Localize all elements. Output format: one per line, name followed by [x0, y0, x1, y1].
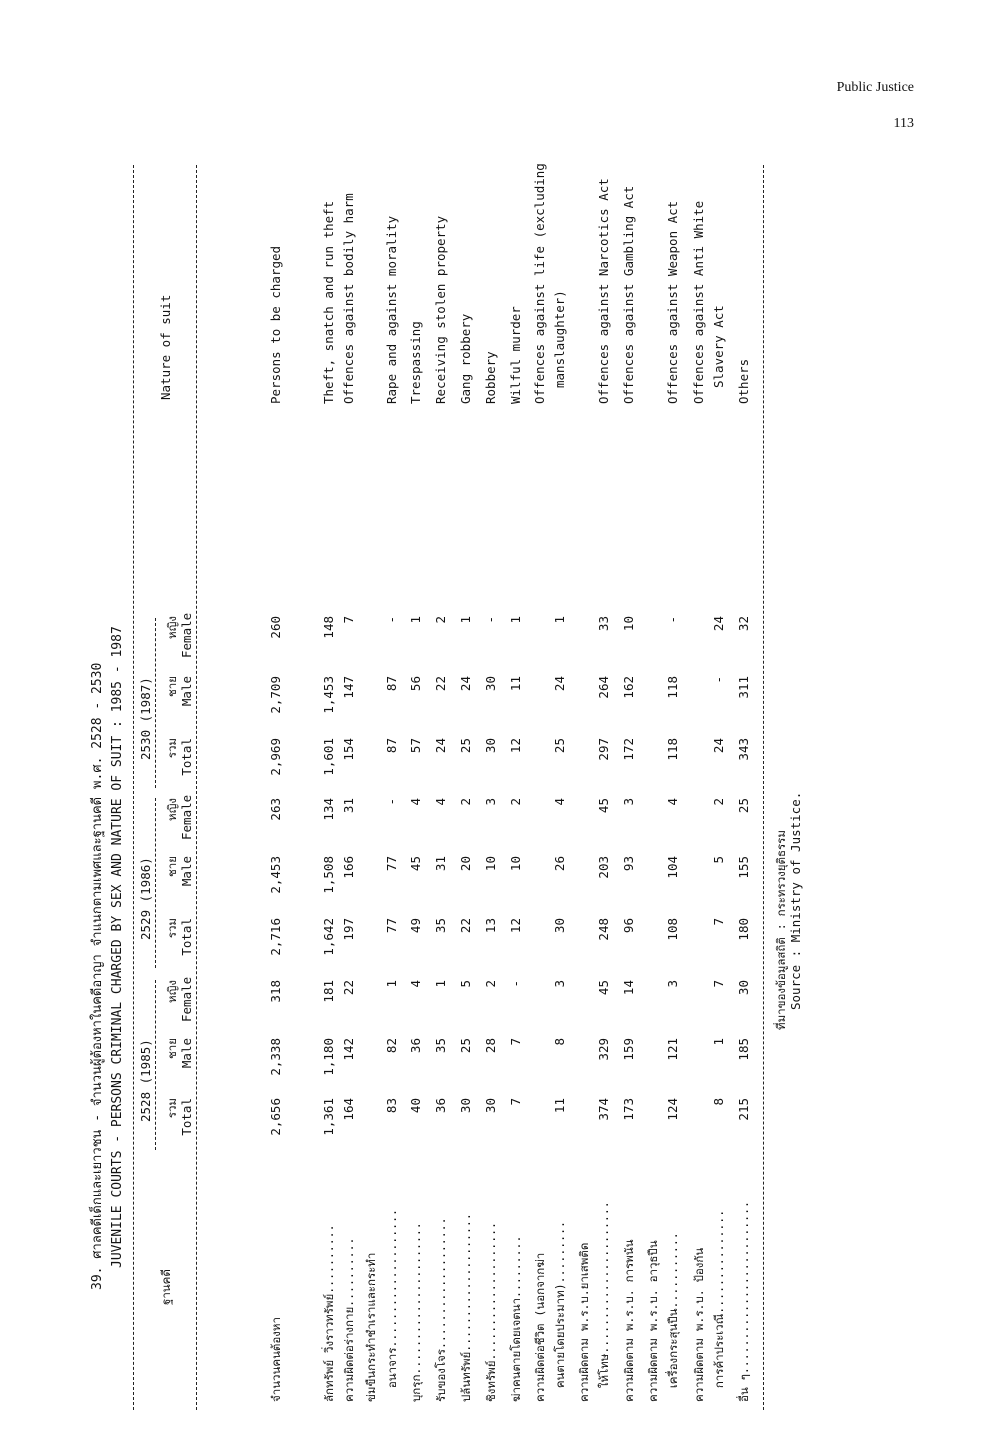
- sub-header-english: Female: [179, 794, 194, 840]
- table-cell: 4: [665, 798, 680, 806]
- row-label-thai: ให้โทษ......................: [597, 1201, 611, 1402]
- table-cell: 311: [736, 676, 751, 699]
- bottom-rule: [763, 165, 764, 1410]
- table-cell: 7: [508, 1098, 523, 1106]
- table-cell: 2,656: [268, 1098, 283, 1136]
- table-cell: 4: [408, 798, 423, 806]
- table-cell: 148: [321, 616, 336, 639]
- table-cell: 1: [711, 1038, 726, 1046]
- table-cell: 10: [508, 856, 523, 872]
- sub-header-english: Male: [179, 676, 194, 707]
- table-cell: 30: [483, 738, 498, 754]
- year-header: 2530 (1987): [138, 677, 153, 760]
- row-label-thai: ความผิดต่อร่างกาย..........: [342, 1237, 356, 1402]
- table-cell: 35: [433, 1038, 448, 1054]
- table-cell: 77: [384, 918, 399, 934]
- sub-header-english: Female: [179, 612, 194, 658]
- row-label-english: Offences against life (excluding: [532, 163, 547, 404]
- table-cell: 104: [665, 856, 680, 879]
- table-cell: 11: [508, 676, 523, 692]
- table-cell: 36: [433, 1098, 448, 1114]
- table-cell: 35: [433, 918, 448, 934]
- right-column-header: Nature of suit: [158, 294, 173, 400]
- table-cell: 1,642: [321, 918, 336, 956]
- row-label-thai: อนาจาร....................: [385, 1209, 399, 1402]
- table-cell: 147: [341, 676, 356, 699]
- table-cell: 25: [458, 1038, 473, 1054]
- table-cell: 155: [736, 856, 751, 879]
- table-cell: 45: [408, 856, 423, 872]
- row-label-english: Rape and against morality: [384, 215, 399, 404]
- table-cell: 1,508: [321, 856, 336, 894]
- table-cell: 2,969: [268, 738, 283, 776]
- year-header: 2528 (1985): [138, 1039, 153, 1122]
- table-cell: 2: [483, 980, 498, 988]
- table-cell: 297: [596, 738, 611, 761]
- table-cell: 2,716: [268, 918, 283, 956]
- rotated-table: [88, 160, 888, 1410]
- row-label-thai: ความผิดตาม พ.ร.บ. อาวุธปืน: [646, 1240, 660, 1402]
- sub-header-english: Total: [179, 1098, 194, 1136]
- table-cell: 264: [596, 676, 611, 699]
- table-cell: 162: [621, 676, 636, 699]
- table-cell: 164: [341, 1098, 356, 1121]
- table-cell: 22: [433, 676, 448, 692]
- table-cell: 82: [384, 1038, 399, 1054]
- row-label-thai: ข่มขืนกระทำชำเราและกระทำ: [364, 1252, 378, 1402]
- sub-header-thai: รวม: [165, 1098, 179, 1119]
- row-label-thai: ความผิดตาม พ.ร.บ. การพนัน: [622, 1239, 636, 1402]
- table-cell: 2: [508, 798, 523, 806]
- table-cell: 248: [596, 918, 611, 941]
- table-cell: 40: [408, 1098, 423, 1114]
- table-cell: 2,338: [268, 1038, 283, 1076]
- row-label-english: Theft, snatch and run theft: [321, 200, 336, 404]
- row-label-english: Offences against Anti White: [691, 200, 706, 404]
- sub-header-thai: ชาย: [165, 676, 179, 698]
- table-cell: 1,601: [321, 738, 336, 776]
- table-cell: 25: [552, 738, 567, 754]
- sub-header-thai: รวม: [165, 738, 179, 759]
- table-cell: 1: [458, 616, 473, 624]
- row-label-english: Receiving stolen property: [433, 215, 448, 404]
- table-cell: 26: [552, 856, 567, 872]
- row-label-thai: เครื่องกระสุนปืน...........: [666, 1232, 680, 1402]
- table-cell: 5: [711, 856, 726, 864]
- table-cell: 24: [458, 676, 473, 692]
- table-cell: 25: [736, 798, 751, 814]
- table-cell: 83: [384, 1098, 399, 1114]
- table-cell: 30: [483, 676, 498, 692]
- table-cell: -: [508, 980, 523, 988]
- row-label-english: Gang robbery: [458, 313, 473, 404]
- table-cell: 93: [621, 856, 636, 872]
- sub-header-english: Male: [179, 1038, 194, 1069]
- table-cell: 185: [736, 1038, 751, 1061]
- sub-header-english: Male: [179, 856, 194, 887]
- table-cell: 263: [268, 798, 283, 821]
- table-cell: 154: [341, 738, 356, 761]
- table-cell: 24: [711, 738, 726, 754]
- sub-header-thai: รวม: [165, 918, 179, 939]
- table-cell: 1: [384, 980, 399, 988]
- table-cell: 1: [408, 616, 423, 624]
- table-cell: 30: [736, 980, 751, 996]
- table-cell: 2: [458, 798, 473, 806]
- table-cell: 4: [408, 980, 423, 988]
- row-label-english: Offences against Narcotics Act: [596, 178, 611, 404]
- table-cell: 24: [552, 676, 567, 692]
- sub-header-thai: ชาย: [165, 1038, 179, 1060]
- table-cell: 7: [341, 616, 356, 624]
- table-cell: 3: [621, 798, 636, 806]
- row-label-english: Others: [736, 358, 751, 404]
- table-cell: 4: [433, 798, 448, 806]
- table-title-english: JUVENILE COURTS - PERSONS CRIMINAL CHARGED BY SEX AND NATURE OF SUIT : 1985 - 1987: [110, 626, 125, 1268]
- table-cell: 180: [736, 918, 751, 941]
- table-cell: 121: [665, 1038, 680, 1061]
- table-cell: 118: [665, 676, 680, 699]
- table-cell: 173: [621, 1098, 636, 1121]
- table-cell: 87: [384, 676, 399, 692]
- table-cell: 1: [508, 616, 523, 624]
- table-cell: 7: [508, 1038, 523, 1046]
- row-label-english: Offences against bodily harm: [341, 193, 356, 404]
- table-cell: 25: [458, 738, 473, 754]
- row-label-english: Offences against Gambling Act: [621, 185, 636, 404]
- year-underline: [155, 618, 156, 788]
- table-cell: 7: [711, 918, 726, 926]
- table-cell: 343: [736, 738, 751, 761]
- table-cell: 36: [408, 1038, 423, 1054]
- table-cell: 7: [711, 980, 726, 988]
- table-cell: 33: [596, 616, 611, 632]
- source-thai: ที่มาของข้อมูลสถิติ : กระทรวงยุติธรรม: [774, 830, 788, 1030]
- row-label-thai: การค้าประเวณี...............: [712, 1209, 726, 1402]
- row-label-english: Trespassing: [408, 321, 423, 404]
- table-cell: 124: [665, 1098, 680, 1121]
- sub-header-english: Total: [179, 738, 194, 776]
- row-label-english: Slavery Act: [711, 305, 726, 388]
- sub-header-thai: หญิง: [165, 798, 179, 821]
- row-label-thai: ความผิดต่อชีวิต (นอกจากฆ่า: [533, 1252, 547, 1402]
- sub-header-thai: หญิง: [165, 616, 179, 639]
- table-cell: 1,453: [321, 676, 336, 714]
- table-cell: 22: [458, 918, 473, 934]
- table-cell: 14: [621, 980, 636, 996]
- table-cell: 2: [711, 798, 726, 806]
- row-label-thai: บุกรุก......................: [409, 1222, 423, 1402]
- table-cell: 166: [341, 856, 356, 879]
- row-label-thai: จำนวนคนต้องหา: [269, 1317, 283, 1402]
- table-cell: 32: [736, 616, 751, 632]
- table-cell: 10: [483, 856, 498, 872]
- table-cell: 215: [736, 1098, 751, 1121]
- stub-header: ฐานคดี: [159, 1269, 173, 1305]
- table-cell: 12: [508, 738, 523, 754]
- table-cell: 57: [408, 738, 423, 754]
- row-label-thai: รับของโจร...................: [434, 1217, 448, 1402]
- table-cell: 1,361: [321, 1098, 336, 1136]
- table-cell: 260: [268, 616, 283, 639]
- table-cell: 77: [384, 856, 399, 872]
- header-rule: [196, 165, 197, 1410]
- table-cell: 159: [621, 1038, 636, 1061]
- table-cell: 3: [483, 798, 498, 806]
- row-label-english: Robbery: [483, 351, 498, 404]
- table-cell: 30: [552, 918, 567, 934]
- table-cell: 142: [341, 1038, 356, 1061]
- table-cell: 118: [665, 738, 680, 761]
- table-cell: 11: [552, 1098, 567, 1114]
- table-cell: 24: [433, 738, 448, 754]
- table-cell: 30: [458, 1098, 473, 1114]
- row-label-thai: ความผิดตาม พ.ร.บ. ป้องกัน: [692, 1247, 706, 1402]
- table-cell: 2,709: [268, 676, 283, 714]
- table-cell: 8: [552, 1038, 567, 1046]
- table-cell: 181: [321, 980, 336, 1003]
- table-cell: 134: [321, 798, 336, 821]
- table-cell: 28: [483, 1038, 498, 1054]
- table-cell: 49: [408, 918, 423, 934]
- table-cell: 45: [596, 980, 611, 996]
- table-cell: 1: [552, 616, 567, 624]
- table-cell: 31: [433, 856, 448, 872]
- table-cell: 5: [458, 980, 473, 988]
- table-title-thai: 39. ศาลคดีเด็กและเยาวชน - จำนวนผู้ต้องหาในคดีอาญา จำแนกตามเพศและฐานคดี พ.ศ. 2528 - 2530: [90, 662, 105, 1290]
- table-cell: 96: [621, 918, 636, 934]
- table-cell: -: [665, 616, 680, 624]
- row-label-thai: ปล้นทรัพย์....................: [459, 1213, 473, 1402]
- page-number: 113: [893, 116, 914, 131]
- table-cell: 1: [433, 980, 448, 988]
- table-cell: 20: [458, 856, 473, 872]
- table-cell: 329: [596, 1038, 611, 1061]
- table-cell: 3: [552, 980, 567, 988]
- row-label-english: Persons to be charged: [268, 245, 283, 404]
- table-cell: 45: [596, 798, 611, 814]
- table-cell: 1,180: [321, 1038, 336, 1076]
- sub-header-english: Female: [179, 976, 194, 1022]
- table-cell: -: [384, 798, 399, 806]
- sub-header-thai: หญิง: [165, 980, 179, 1003]
- table-cell: 8: [711, 1098, 726, 1106]
- sub-header-english: Total: [179, 918, 194, 956]
- row-label-english: Offences against Weapon Act: [665, 200, 680, 404]
- table-cell: 10: [621, 616, 636, 632]
- table-cell: -: [483, 616, 498, 624]
- table-cell: -: [384, 616, 399, 624]
- row-label-thai: ลักทรัพย์ วิ่งราวทรัพย์..........: [322, 1224, 336, 1402]
- table-cell: 203: [596, 856, 611, 879]
- top-rule: [133, 165, 134, 1410]
- row-label-english: manslaughter): [552, 290, 567, 388]
- table-cell: 87: [384, 738, 399, 754]
- table-cell: 4: [552, 798, 567, 806]
- table-cell: 56: [408, 676, 423, 692]
- table-cell: 31: [341, 798, 356, 814]
- table-cell: 3: [665, 980, 680, 988]
- year-underline: [155, 798, 156, 968]
- row-label-english: Wilful murder: [508, 306, 523, 404]
- table-cell: 197: [341, 918, 356, 941]
- table-cell: 374: [596, 1098, 611, 1121]
- table-cell: 172: [621, 738, 636, 761]
- table-cell: 30: [483, 1098, 498, 1114]
- row-label-thai: อื่น ๆ.........................: [737, 1201, 751, 1402]
- table-cell: 318: [268, 980, 283, 1003]
- row-label-thai: คนตายโดยประมาท).........: [553, 1221, 567, 1402]
- year-header: 2529 (1986): [138, 857, 153, 940]
- table-cell: 12: [508, 918, 523, 934]
- year-underline: [155, 980, 156, 1150]
- sub-header-thai: ชาย: [165, 856, 179, 878]
- row-label-thai: ชิงทรัพย์....................: [484, 1222, 498, 1402]
- table-cell: -: [711, 676, 726, 684]
- table-cell: 24: [711, 616, 726, 632]
- table-cell: 2,453: [268, 856, 283, 894]
- table-cell: 22: [341, 980, 356, 996]
- table-cell: 13: [483, 918, 498, 934]
- row-label-thai: ความผิดตาม พ.ร.บ.ยาเสพติด: [577, 1242, 591, 1402]
- row-label-thai: ฆ่าคนตายโดยเจตนา.........: [509, 1235, 523, 1402]
- table-cell: 108: [665, 918, 680, 941]
- running-header: Public Justice: [836, 80, 914, 95]
- table-cell: 2: [433, 616, 448, 624]
- source-english: Source : Ministry of Justice.: [788, 791, 803, 1010]
